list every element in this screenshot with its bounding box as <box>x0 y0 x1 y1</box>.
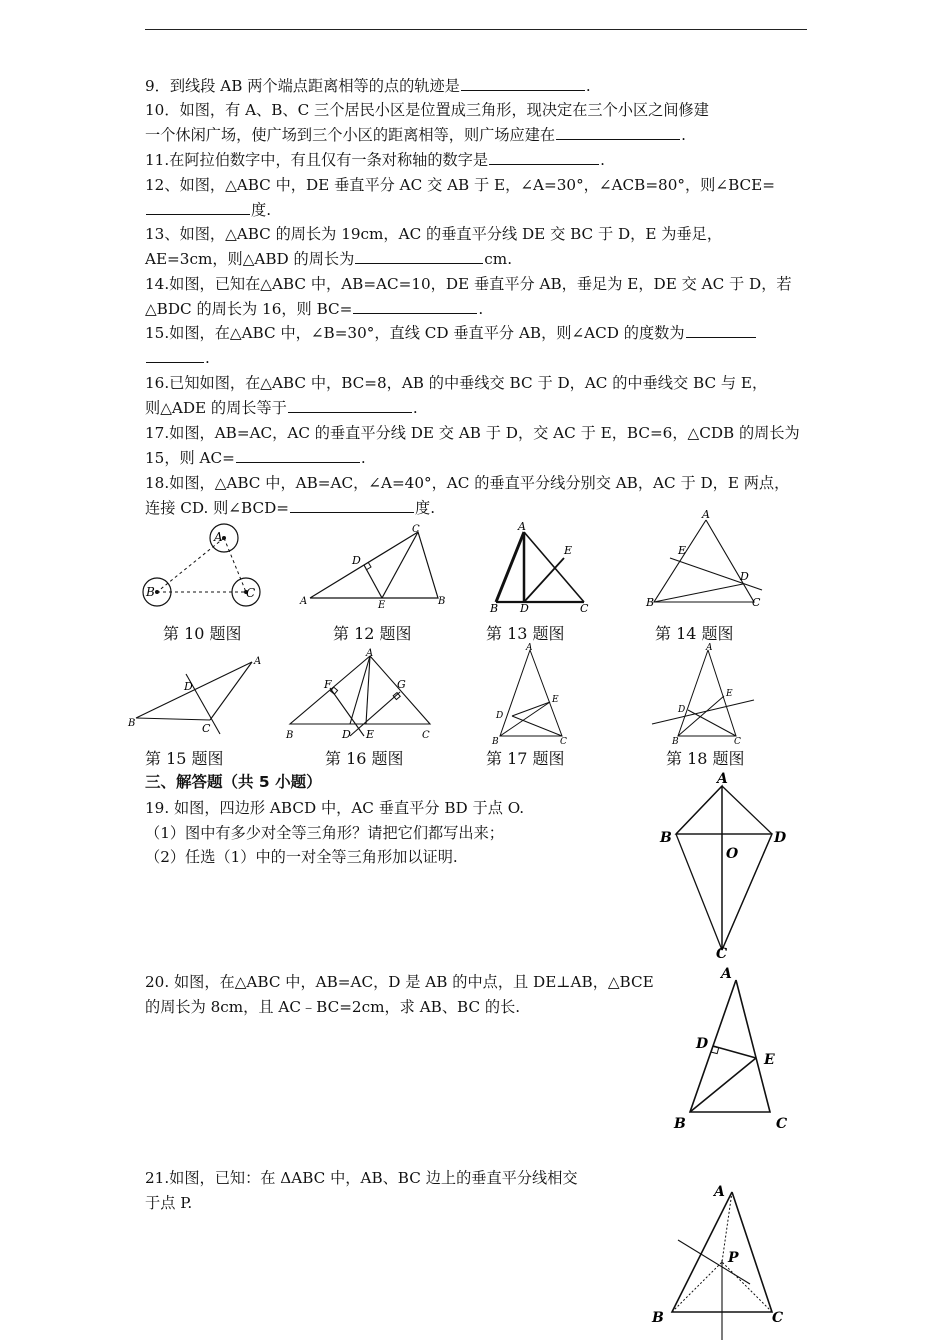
answer-blank[interactable] <box>556 124 680 140</box>
question-10: 10．如图，有 A、B、C 三个居民小区是位置成三角形，现决定在三个小区之间修建 一个休闲广场，使广场到三个小区的距离相等，则广场应建在 . <box>145 101 709 144</box>
label-b: B <box>146 585 155 599</box>
answer-blank[interactable] <box>288 397 412 413</box>
svg-text:C: C <box>560 737 567 747</box>
svg-text:A: A <box>366 648 374 659</box>
svg-text:C: C <box>772 1310 784 1326</box>
figure-14 <box>644 506 764 610</box>
svg-text:B: B <box>490 602 499 615</box>
svg-text:B: B <box>660 830 672 846</box>
svg-text:C: C <box>202 722 211 735</box>
answer-blank[interactable] <box>290 497 414 513</box>
header-rule <box>145 29 807 30</box>
svg-text:A: A <box>526 643 533 653</box>
figure-12 <box>300 524 450 611</box>
svg-text:D: D <box>352 554 361 567</box>
svg-text:O: O <box>726 846 739 862</box>
svg-text:A: A <box>254 656 262 667</box>
svg-text:E: E <box>764 1052 775 1068</box>
svg-text:D: D <box>740 570 749 583</box>
figure-13 <box>488 520 598 615</box>
caption-13: 第 13 题图 <box>486 624 565 643</box>
svg-text:D: D <box>678 705 686 715</box>
answer-blank[interactable] <box>353 298 477 314</box>
figure-16 <box>284 644 434 741</box>
svg-text:E: E <box>678 544 687 557</box>
svg-text:C: C <box>752 596 761 609</box>
answer-blank[interactable] <box>461 75 585 91</box>
answer-blank[interactable] <box>146 199 250 215</box>
figure-15 <box>128 652 268 736</box>
caption-14: 第 14 题图 <box>655 624 734 643</box>
svg-text:C: C <box>422 730 430 741</box>
svg-text:B: B <box>672 737 679 747</box>
figure-19 <box>656 772 796 960</box>
caption-17: 第 17 题图 <box>486 749 565 768</box>
svg-text:E: E <box>378 600 386 611</box>
answer-blank[interactable] <box>146 347 204 363</box>
caption-12: 第 12 题图 <box>333 624 412 643</box>
svg-text:D: D <box>184 680 193 693</box>
svg-text:A: A <box>518 520 526 533</box>
answer-blank[interactable] <box>489 149 599 165</box>
svg-text:A: A <box>702 508 710 521</box>
label-c: C <box>246 586 256 600</box>
svg-text:B: B <box>652 1310 664 1326</box>
svg-text:B: B <box>286 730 294 741</box>
svg-text:P: P <box>728 1250 739 1266</box>
question-17: 17.如图，AB=AC，AC 的垂直平分线 DE 交 AB 于 D，交 AC 于 E，BC=6，△CDB 的周长为 15，则 AC= . <box>145 424 800 467</box>
svg-text:A: A <box>300 596 308 607</box>
question-11: 11.在阿拉伯数字中，有且仅有一条对称轴的数字是 . <box>145 151 605 169</box>
svg-text:B: B <box>492 737 499 747</box>
svg-text:B: B <box>646 596 655 609</box>
svg-text:E: E <box>366 728 375 741</box>
svg-text:C: C <box>734 737 741 747</box>
figure-17 <box>488 640 588 747</box>
svg-text:B: B <box>674 1116 686 1132</box>
svg-text:B: B <box>438 596 446 607</box>
svg-text:G: G <box>397 678 406 691</box>
question-15: 15.如图，在△ABC 中，∠B=30°，直线 CD 垂直平分 AB，则∠ACD 的度数为 . <box>145 321 757 370</box>
svg-text:E: E <box>564 544 573 557</box>
question-14: 14.如图，已知在△ABC 中，AB=AC=10，DE 垂直平分 AB，垂足为 E，DE 交 AC 于 D，若 △BDC 的周长为 16，则 BC= . <box>145 275 792 318</box>
svg-text:E: E <box>726 689 733 699</box>
question-9: 9．到线段 AB 两个端点距离相等的点的轨迹是 . <box>145 77 591 95</box>
answer-blank[interactable] <box>236 447 360 463</box>
caption-15: 第 15 题图 <box>145 749 224 768</box>
svg-text:E: E <box>552 695 559 705</box>
section-title: 三、解答题（共 5 小题） <box>145 773 322 791</box>
figure-21 <box>650 1180 800 1344</box>
question-19: 19. 如图，四边形 ABCD 中，AC 垂直平分 BD 于点 O. （1）图中有多少对全等三角形？请把它们都写出来； （2）任选（1）中的一对全等三角形加以证明. <box>145 799 525 867</box>
label-a: A <box>214 530 223 544</box>
caption-10: 第 10 题图 <box>163 624 242 643</box>
svg-text:C: C <box>776 1116 788 1132</box>
svg-text:D: D <box>496 711 504 721</box>
caption-16: 第 16 题图 <box>325 749 404 768</box>
answer-blank[interactable] <box>686 322 756 338</box>
svg-text:A: A <box>706 643 713 653</box>
caption-18: 第 18 题图 <box>666 749 745 768</box>
question-16: 16.已知如图，在△ABC 中，BC=8，AB 的中垂线交 BC 于 D，AC 的中垂线交 BC 与 E， 则△ADE 的周长等于 . <box>145 374 768 417</box>
svg-text:D: D <box>774 830 787 846</box>
figure-20 <box>670 966 800 1136</box>
answer-blank[interactable] <box>355 248 483 264</box>
svg-text:A: A <box>714 1184 725 1200</box>
svg-text:C: C <box>580 602 589 615</box>
svg-text:C: C <box>412 524 420 535</box>
svg-text:A: A <box>717 771 728 787</box>
svg-text:F: F <box>324 678 332 691</box>
figure-18 <box>648 640 760 747</box>
svg-text:D: D <box>520 602 529 615</box>
svg-text:D: D <box>342 728 351 741</box>
question-20: 20. 如图，在△ABC 中，AB=AC，D 是 AB 的中点，且 DE⊥AB，△BCE 的周长为 8cm，且 AC﹣BC=2cm，求 AB、BC 的长. <box>145 973 654 1016</box>
svg-text:D: D <box>696 1036 709 1052</box>
svg-text:A: A <box>721 966 732 982</box>
figure-10 <box>140 522 270 612</box>
question-12: 12、如图，△ABC 中，DE 垂直平分 AC 交 AB 于 E，∠A=30°，∠ACB=80°，则∠BCE= 度. <box>145 176 775 219</box>
svg-text:B: B <box>128 718 136 729</box>
question-18: 18.如图，△ABC 中，AB=AC，∠A=40°，AC 的垂直平分线分别交 AB，AC 于 D，E 两点， 连接 CD. 则∠BCD= 度. <box>145 474 790 517</box>
question-13: 13、如图，△ABC 的周长为 19cm，AC 的垂直平分线 DE 交 BC 于 D，E 为垂足， AE=3cm，则△ABD 的周长为 cm. <box>145 225 723 268</box>
svg-text:C: C <box>716 946 728 962</box>
question-21: 21.如图，已知：在 ΔABC 中，AB、BC 边上的垂直平分线相交 于点 P. <box>145 1169 578 1212</box>
